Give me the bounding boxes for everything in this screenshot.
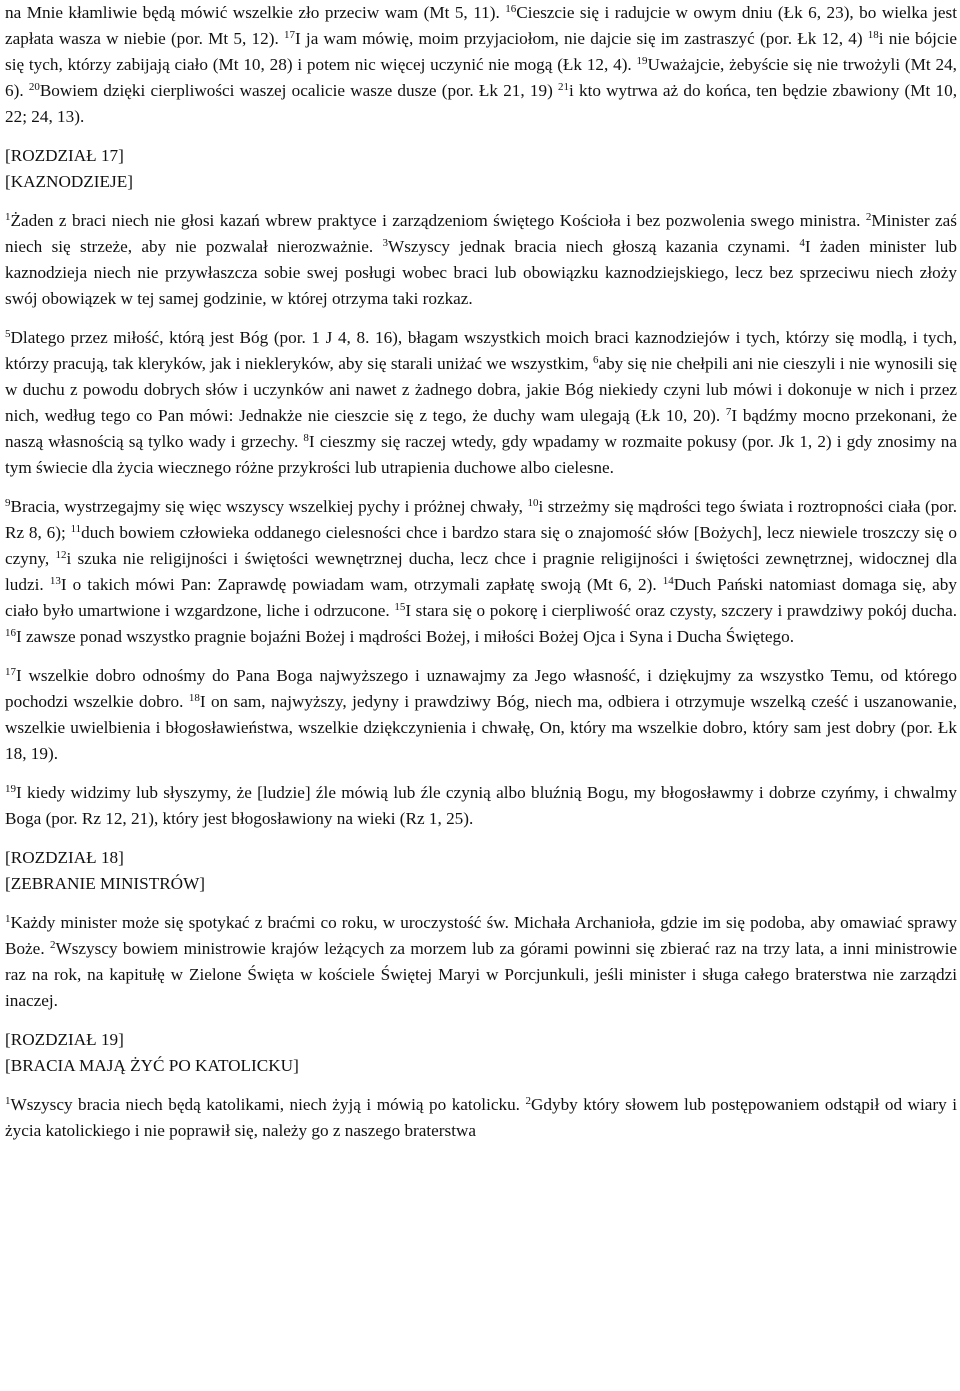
verse-text: Wszyscy jednak bracia niech głoszą kazania czynami.: [387, 237, 800, 256]
verse-text: i kto wytrwa aż do końca, ten będzie zbawiony (Mt 10, 22; 24, 13).: [5, 81, 957, 126]
verse-text: Dlatego przez miłość, którą jest Bóg (por. 1 J 4, 8. 16), błagam wszystkich moich braci kaznodziejów i tych, którzy się modlą, i tych, którzy pracują, tak kleryków, jak i niekleryków, aby się starali uniżać we wszystkim,: [5, 328, 957, 373]
verse-number: 16: [505, 3, 517, 15]
chapter-title: [ZEBRANIE MINISTRÓW]: [5, 874, 206, 893]
verse-number: 6: [592, 354, 599, 366]
chapter-18-heading: [5, 845, 957, 897]
chapter-17-heading: [5, 143, 957, 195]
verse-text: I on sam, najwyższy, jedyny i prawdziwy Bóg, niech ma, odbiera i otrzymuje wszelką cześć i uszanowanie, wszelkie uwielbienia i błogosławieństwa, wszelkie dziękczynienia i chwałę, On, który ma wszelkie dobro, który sam jest dobry (por. Łk 18, 19).: [5, 692, 958, 763]
verse-number: 5: [5, 328, 11, 340]
verse-text: Duch Pański natomiast domaga się, aby ciało było umartwione i wzgardzone, liche i odrzucone.: [5, 575, 957, 620]
verse-number: 2: [50, 939, 56, 951]
para-18-1: [5, 910, 957, 1014]
verse-number: 20: [28, 81, 40, 93]
verse-number: 1: [5, 211, 11, 223]
verse-text: Bracia, wystrzegajmy się więc wszyscy wszelkiej pychy i próżnej chwały,: [10, 497, 528, 516]
verse-number: 18: [867, 29, 879, 41]
chapter-number: [ROZDZIAŁ 18]: [5, 848, 124, 867]
verse-number: 15: [394, 601, 406, 613]
verse-text: aby się nie chełpili ani nie cieszyli i nie wynosili się w duchu z powodu dobrych słów i uczynków ani nawet z żadnego dobra, jakie Bóg niekiedy czyni lub mówi i dokonuje w nich i przez nich, według tego co Pan mówi: Jednakże nie cieszcie się z tego, że duchy wam ulegają (Łk 10, 20).: [5, 354, 958, 425]
verse-number: 19: [5, 783, 16, 795]
para-17-19: [5, 780, 957, 832]
verse-text: Minister zaś niech się strzeże, aby nie pozwalał nierozważnie.: [5, 211, 957, 256]
chapter-title: [KAZNODZIEJE]: [5, 172, 133, 191]
verse-text: Bowiem dzięki cierpliwości waszej ocalicie wasze dusze (por. Łk 21, 19): [39, 81, 559, 100]
verse-text: na Mnie kłamliwie będą mówić wszelkie zło przeciw wam (Mt 5, 11).: [5, 3, 506, 22]
verse-text: Żaden z braci niech nie głosi kazań wbrew praktyce i zarządzeniom świętego Kościoła i bez pozwolenia swego ministra.: [10, 211, 866, 230]
verse-number: 19: [636, 55, 648, 67]
document-page: [5, 0, 957, 1157]
verse-number: 12: [55, 549, 67, 561]
chapter-19-heading: [5, 1027, 957, 1079]
verse-text: Gdyby który słowem lub postępowaniem odstąpił od wiary i życia katolickiego i nie poprawił się, należy go z naszego braterstwa: [5, 1095, 957, 1140]
verse-text: Uważajcie, żebyście się nie trwożyli (Mt 24, 6).: [5, 55, 957, 100]
verse-text: I ja wam mówię, moim przyjaciołom, nie dajcie się im zastraszyć (por. Łk 12, 4): [294, 29, 868, 48]
chapter-number: [ROZDZIAŁ 17]: [5, 146, 124, 165]
verse-text: I bądźmy mocno przekonani, że naszą własnością są tylko wady i grzechy.: [5, 406, 957, 451]
para-17-9: [5, 494, 957, 650]
verse-text: I kiedy widzimy lub słyszymy, że [ludzie] źle mówią lub źle czynią albo bluźnią Bogu, my błogosławmy i dobrze czyńmy, i chwalmy Boga (por. Rz 12, 21), który jest błogosławiony na wieki (Rz 1, 25).: [5, 783, 957, 828]
verse-text: I wszelkie dobro odnośmy do Pana Boga najwyższego i uznawajmy za Jego własność, i dziękujmy za wszystko Temu, od którego pochodzi wszelkie dobro.: [5, 666, 957, 711]
verse-text: I stara się o pokorę i cierpliwość oraz czysty, szczery i prawdziwy pokój ducha.: [405, 601, 957, 620]
verse-number: 2: [525, 1095, 531, 1107]
verse-number: 18: [188, 692, 200, 704]
para-19-1: [5, 1092, 957, 1144]
para-17-5: [5, 325, 957, 481]
chapter-title: [BRACIA MAJĄ ŻYĆ PO KATOLICKU]: [5, 1056, 299, 1075]
chapter-number: [ROZDZIAŁ 19]: [5, 1030, 124, 1049]
verse-number: 1: [5, 1095, 11, 1107]
verse-number: 13: [49, 575, 61, 587]
verse-text: I żaden minister lub kaznodzieja niech nie przywłaszcza sobie swej posługi wobec braci lub obowiązku kaznodziejskiego, lecz bez sprzeciwu niech złoży swój obowiązek w tej samej godzinie, w której otrzyma taki rozkaz.: [5, 237, 957, 308]
verse-text: Cieszcie się i radujcie w owym dniu (Łk 6, 23), bo wielka jest zapłata wasza w niebie (por. Mt 5, 12).: [5, 3, 957, 48]
verse-number: 9: [5, 497, 11, 509]
verse-number: 16: [5, 627, 16, 639]
verse-text: i szuka nie religijności i świętości wewnętrznej ducha, lecz chce i pragnie religijności i świętości zewnętrznej, widocznej dla ludzi.: [5, 549, 957, 594]
verse-number: 8: [303, 432, 309, 444]
verse-number: 17: [5, 666, 16, 678]
verse-text: duch bowiem człowieka oddanego cielesności chce i bardzo stara się o znajomość słów [Bożych], lecz niewiele troszczy się o czyny,: [5, 523, 957, 568]
verse-number: 21: [558, 81, 570, 93]
para-17-1: [5, 208, 957, 312]
verse-number: 10: [527, 497, 539, 509]
verse-text: I cieszmy się raczej wtedy, gdy wpadamy w rozmaite pokusy (por. Jk 1, 2) i gdy znosimy na tym świecie dla życia wiecznego różne przykrości lub utrapienia duchowe albo cielesne.: [5, 432, 957, 477]
verse-number: 14: [662, 575, 674, 587]
verse-text: i nie bójcie się tych, którzy zabijają ciało (Mt 10, 28) i potem nic więcej uczynić nie mogą (Łk 12, 4).: [5, 29, 957, 74]
verse-number: 17: [283, 29, 295, 41]
verse-number: 3: [382, 237, 388, 249]
verse-number: 11: [70, 523, 82, 535]
verse-text: Wszyscy bowiem ministrowie krajów leżących za morzem lub za górami powinni się zbierać raz na trzy lata, a inni ministrowie raz na rok, na kapitułę w Zielone Święta w kościele Świętej Maryi w Porcjunkuli, jeśli minister i sługa całego braterstwa nie zarządzi inaczej.: [5, 939, 957, 1010]
verse-number: 1: [5, 913, 11, 925]
verse-text: Każdy minister może się spotykać z braćmi co roku, w uroczystość św. Michała Archanioła, gdzie im się podoba, aby omawiać sprawy Boże.: [5, 913, 957, 958]
verse-number: 7: [725, 406, 732, 418]
verse-text: i strzeżmy się mądrości tego świata i roztropności ciała (por. Rz 8, 6);: [5, 497, 957, 542]
verse-text: I o takich mówi Pan: Zaprawdę powiadam wam, otrzymali zapłatę swoją (Mt 6, 2).: [60, 575, 663, 594]
verse-number: 4: [799, 237, 805, 249]
verse-text: Wszyscy bracia niech będą katolikami, niech żyją i mówią po katolicku.: [10, 1095, 526, 1114]
para-intro: [5, 0, 957, 130]
verse-number: 2: [865, 211, 872, 223]
verse-text: I zawsze ponad wszystko pragnie bojaźni Bożej i mądrości Bożej, i miłości Bożej Ojca i Syna i Ducha Świętego.: [16, 627, 795, 646]
para-17-17: [5, 663, 957, 767]
